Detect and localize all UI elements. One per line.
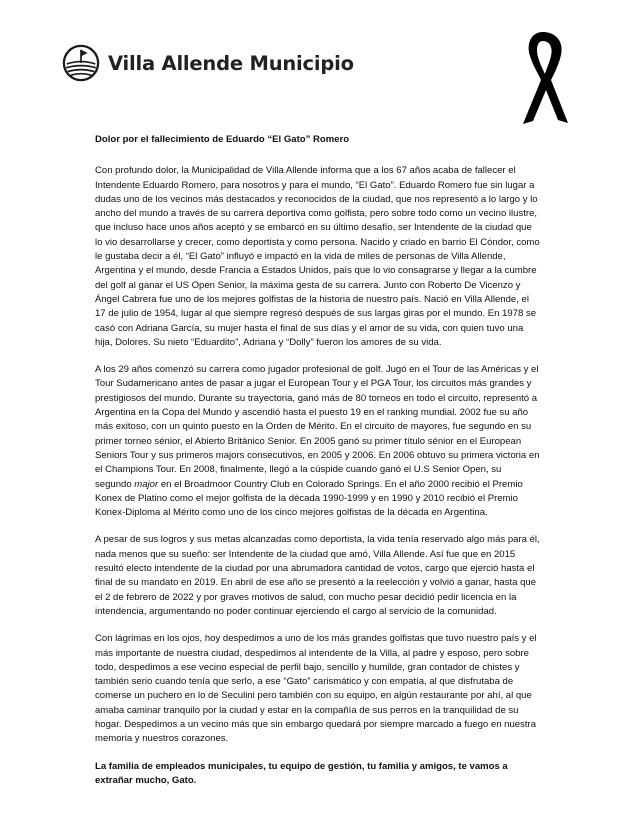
article [95,133,540,788]
article-paragraph-intro: Con profundo dolor, la Municipalidad de Villa Allende informa que a los 67 años acaba de fallecer el Intendente Eduardo Romero, para nosotros y para el mundo, “El Gato”. Eduardo Romero fue sin lugar a dudas uno de los vecinos más destacados y reconocidos de la ciudad, que nos representó a lo largo y lo ancho del mundo a través de su carrera deportiva como golfista, pero sobre todo como un vecino ilustre, que incluso hace unos años aceptó y se embarcó en su último desafío, ser Intendente de la ciudad que lo vio desarrollarse y crecer, como deportista y como persona. Nacido y criado en barrio El Cóndor, como le gustaba decir a él, “El Gato” influyó e impactó en la vida de miles de personas de Villa Allende, Argentina y el mundo, desde Francia a Estados Unidos, país que lo vio consagrarse y llegar a la cumbre del golf al ganar el US Open Senior, la máxima gesta de su carrera. Junto con Roberto De Vicenzo y Ángel Cabrera fue uno de los mejores golfistas de la historia de nuestro país. Nació en Villa Allende, el 17 de julio de 1954, lugar al que siempre regresó después de sus largas giras por el mundo. En 1978 se casó con Adriana García, su mujer hasta el final de sus días y el amor de su vida, con quien tuvo una hija, Dolores. Su nieto “Eduardito”, Adriana y “Dolly” fueron los amores de su vida. [95,165,540,348]
career-text-part-1: A los 29 años comenzó su carrera como jugador profesional de golf. Jugó en el Tour de las Américas y el Tour Sudamericano antes de pasar a jugar el European Tour y el PGA Tour, los circuitos más grandes y prestigiosos del mundo. Durante su trayectoria, ganó más de 80 torneos en todo el circuito, representó a Argentina en la Copa del Mundo y ascendió hasta el puesto 19 en el ranking mundial. 2002 fue su año más exitoso, con un quinto puesto en la Orden de Mérito. En el circuito de mayores, fue segundo en su primer torneo sénior, el Abierto Británico Senior. En 2005 ganó su primer título sénior en el European Seniors Tour y sus primeros majors consecutivos, en 2005 y 2006. En 2006 obtuvo su primera victoria en el Champions Tour. En 2008, finalmente, llegó a la cúspide cuando ganó el U.S Senior Open, su segundo [95,364,540,490]
article-closing: La familia de empleados municipales, tu equipo de gestión, tu familia y amigos, te vamos a extrañar mucho, Gato. [95,760,508,786]
career-text-part-2: en el Broadmoor Country Club en Colorado Springs. En el año 2000 recibió el Premio Konex de Platino como el mejor golfista de la década 1990-1999 y en 1990 y 2010 recibió el Premio Konex-Diploma al Mérito como uno de los cinco mejores golfistas de la década en Argentina. [95,478,523,519]
career-major-word: major [134,478,159,490]
article-paragraph-farewell: Con lágrimas en los ojos, hoy despedimos a uno de los más grandes golfistas que tuvo nuestro país y el más importante de nuestra ciudad, despedimos al intendente de la Villa, al padre y esposo, pero sobre todo, despedimos a ese vecino especial de perfil bajo, sencillo y humilde, gran contador de chistes y también serio cuando tenía que serlo, a ese “Gato” carismático y con empatía, al que disfrutaba de comerse un puchero en lo de Seculini pero también con su equipo, en algún restaurante por ahí, al que amaba caminar tranquilo por la ciudad y estar en la compañía de sus perros en la tranquilidad de su hogar. Despedimos a un vecino más que sin embargo quedará por siempre marcado a fuego en nuestra memoria y nuestros corazones. [95,633,537,745]
article-title: Dolor por el fallecimiento de Eduardo “El Gato” Romero [95,134,350,145]
brand-name: Villa Allende Municipio [108,51,354,75]
municipal-golf-logo-icon [62,44,100,82]
article-paragraph-mayor: A pesar de sus logros y sus metas alcanzadas como deportista, la vida tenía reservado algo más para él, nada menos que su sueño: ser Intendente de la ciudad que amó, Villa Allende. Así fue que en 2015 resultó electo intendente de la ciudad por una abrumadora cantidad de votos, cargo que ejerció hasta el final de su mandato en 2019. En abril de ese año se presentó a la reelección y volvió a ganar, hasta que el 2 de febrero de 2022 y por graves motivos de salud, con mucho pesar decidió pedir licencia en la intendencia, argumentando no poder continuar ejerciendo el cargo al servicio de la comunidad. [95,534,540,617]
mourning-ribbon-icon [513,28,577,128]
article-paragraph-career [95,363,540,520]
header [62,44,354,82]
